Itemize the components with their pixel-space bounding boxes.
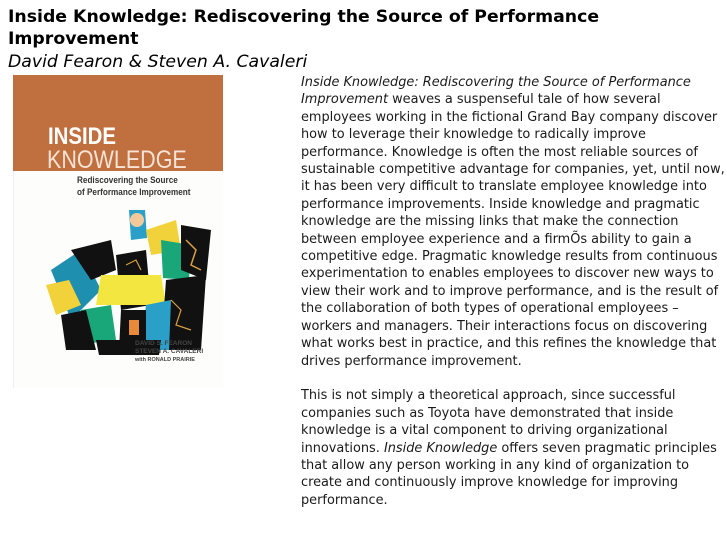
book-cover-image bbox=[13, 75, 223, 388]
description-text-before: This is not simply a theoretical approach, since successful companies such as Toyota have demonstrated that inside knowledge is a vital component to driving organizational innovations. bbox=[301, 388, 676, 456]
description-italic-title: Inside Knowledge bbox=[383, 440, 498, 456]
book-authors: David Fearon & Steven A. Cavaleri bbox=[8, 52, 308, 72]
book-description bbox=[301, 74, 725, 527]
cover-author-1: DAVID S. FEARON bbox=[135, 340, 192, 347]
cover-subtitle bbox=[77, 175, 206, 199]
description-italic-title: Inside Knowledge: Rediscovering the Source of Performance Improvement bbox=[301, 75, 691, 108]
description-paragraph-1 bbox=[301, 74, 725, 370]
cover-authors bbox=[135, 340, 203, 364]
cover-author-2: STEVEN A. CAVALERI bbox=[135, 348, 204, 355]
cover-subtitle-line1: Rediscovering the Source bbox=[77, 175, 178, 186]
description-text: weaves a suspenseful tale of how several employees working in the fictional Grand Bay company discover how to leverage their knowledge to radically improve performance. Knowledge is often the most reliable sources of sustainable competitive advantage for companies, yet, until now, it has been very difficult to translate employee knowledge into performance improvements. Inside knowledge and pragmatic knowledge are the missing links that make the connection between employee experience and a firmÕs ability to gain a competitive edge. Pragmatic knowledge results from continuous experimentation to enables employees to discover new ways to view their work and to improve performance, and is the result of the collaboration of both types of operational employees – workers and managers. Their interactions focus on discovering what works best in practice, and this refines the knowledge that drives performance improvement. bbox=[301, 92, 725, 369]
cover-subtitle-line2: of Performance Improvement bbox=[77, 187, 191, 198]
description-paragraph-2 bbox=[301, 387, 725, 509]
cover-author-3: with RONALD PRAIRIE bbox=[135, 357, 195, 363]
description-text-after: offers seven pragmatic principles that allow any person working in any kind of organization to create and continuously improve knowledge for improving performance. bbox=[301, 440, 717, 508]
cover-title-line2: KNOWLEDGE bbox=[47, 146, 187, 174]
book-title: Inside Knowledge: Rediscovering the Source of Performance Improvement bbox=[8, 7, 600, 49]
cover-title-line1: INSIDE bbox=[48, 123, 117, 150]
